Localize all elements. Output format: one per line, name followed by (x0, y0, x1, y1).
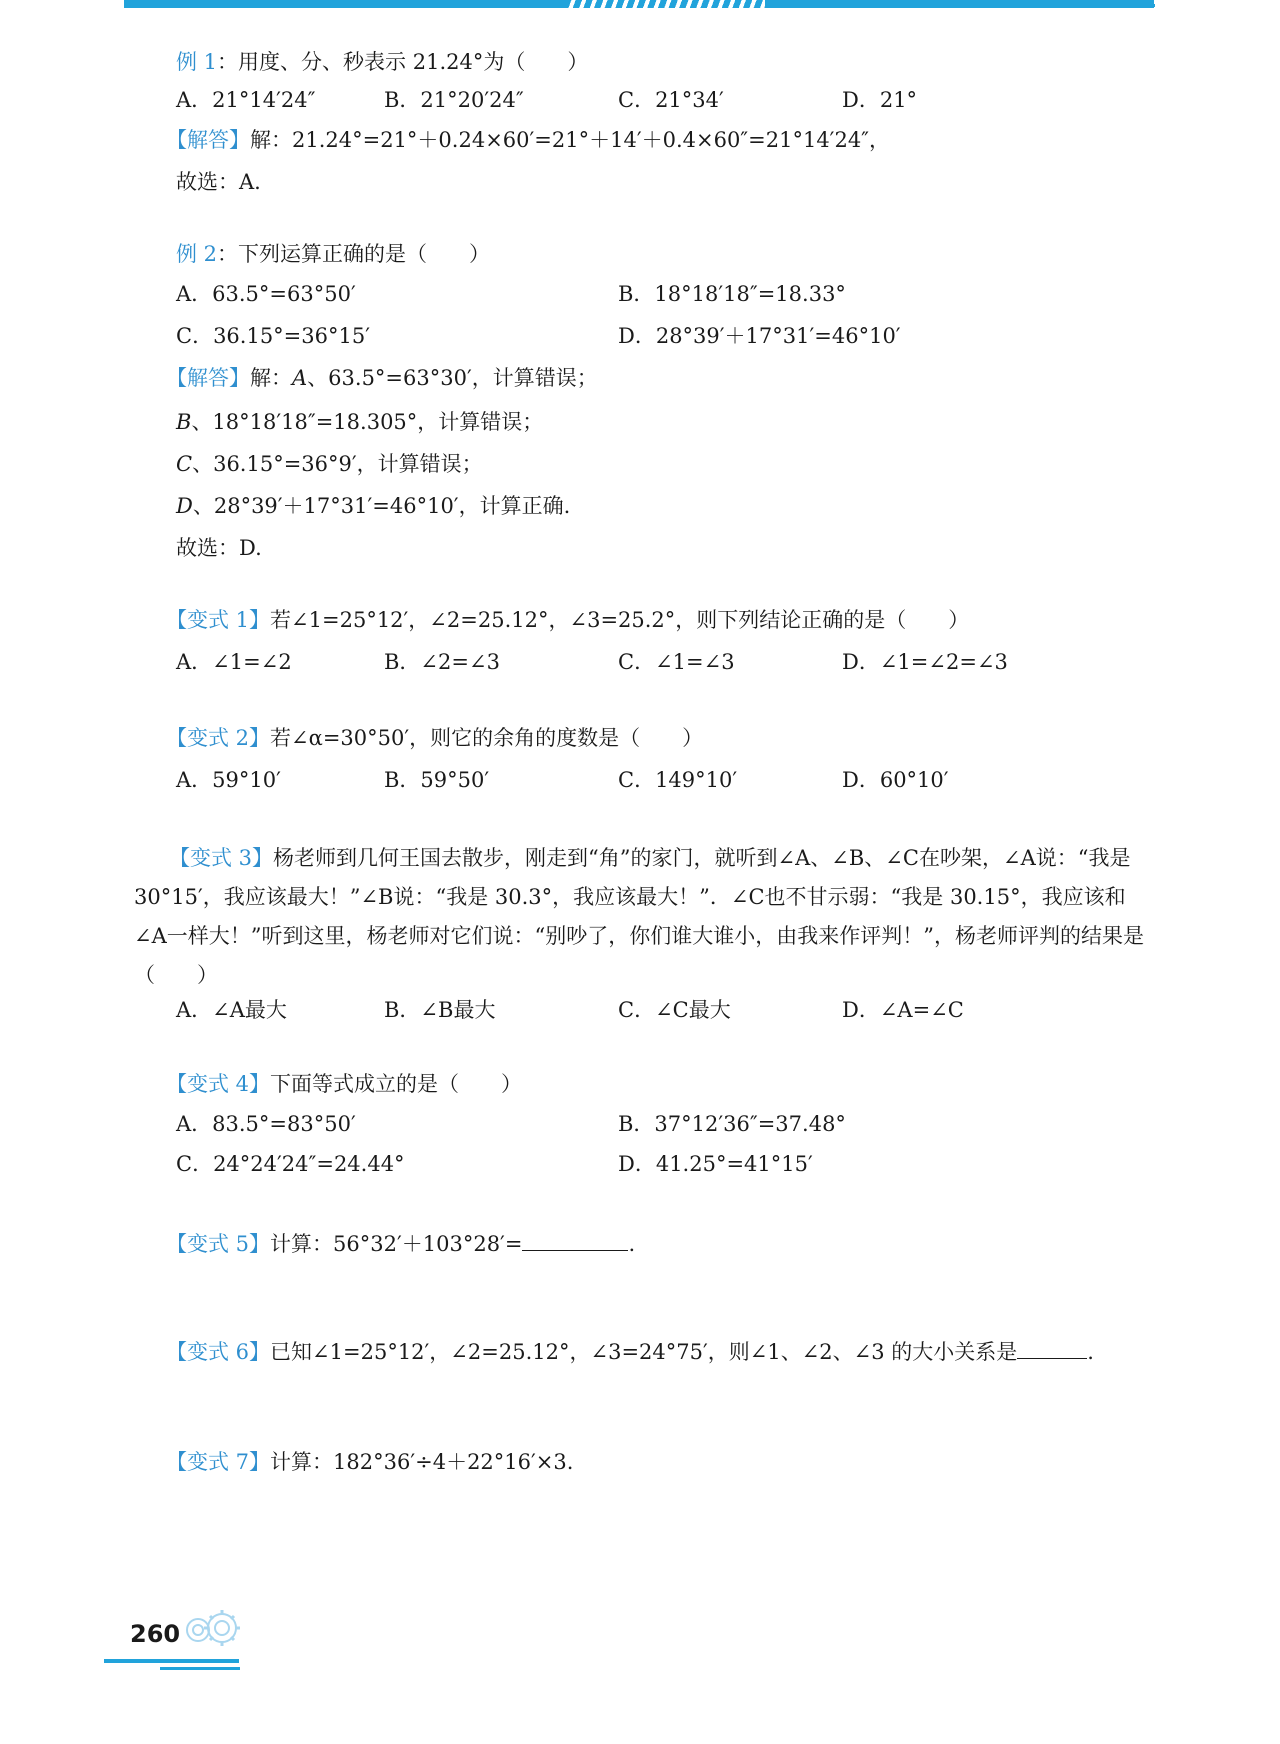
example-1-tag: 例 1 (176, 50, 218, 74)
solution-letter: D (176, 494, 193, 518)
variant-2-option-a: A．59°10′ (176, 768, 281, 792)
variant-3-option-b: B．∠B最大 (384, 998, 496, 1022)
variant-7-tag: 【变式 7】 (166, 1450, 271, 1474)
example-2-solution-c (176, 450, 483, 478)
gear-icon (180, 1608, 244, 1648)
example-2-option-b: B．18°18′18″=18.33° (618, 282, 846, 306)
footer-rule (104, 1659, 239, 1663)
variant-4-option-d: D．41.25°=41°15′ (618, 1152, 813, 1176)
variant-6-question (166, 1338, 1094, 1366)
variant-2-option-b: B．59°50′ (384, 768, 490, 792)
solution-letter: C (176, 452, 193, 476)
period: . (1087, 1340, 1094, 1364)
example-2-solution-b (176, 408, 543, 436)
variant-6-text: 已知∠1=25°12′，∠2=25.12°，∠3=24°75′，则∠1、∠2、∠3 的大小关系是 (270, 1340, 1018, 1364)
variant-6-tag: 【变式 6】 (166, 1340, 271, 1364)
variant-2-text: 若∠α=30°50′，则它的余角的度数是（ ） (270, 726, 704, 750)
footer-rule-short (160, 1667, 240, 1670)
example-2-option-d: D．28°39′＋17°31′=46°10′ (618, 324, 901, 348)
variant-1-question (166, 606, 969, 634)
variant-5-tag: 【变式 5】 (166, 1232, 271, 1256)
solution-letter: B (176, 410, 192, 434)
solution-text: 、28°39′＋17°31′=46°10′，计算正确. (192, 494, 571, 518)
answer-tag: 【解答】 (166, 128, 250, 152)
example-1-option-d: D．21° (842, 88, 918, 112)
variant-4-option-b: B．37°12′36″=37.48° (618, 1112, 846, 1136)
variant-4-option-a: A．83.5°=83°50′ (176, 1112, 356, 1136)
variant-2-question (166, 724, 703, 752)
variant-5-question (166, 1230, 635, 1258)
example-1-option-a: A．21°14′24″ (176, 88, 316, 112)
example-2-text: ：下列运算正确的是（ ） (217, 242, 491, 266)
variant-2-option-c: C．149°10′ (618, 768, 738, 792)
variant-3-option-d: D．∠A=∠C (842, 998, 964, 1022)
variant-2-tag: 【变式 2】 (166, 726, 271, 750)
example-2-solution-a (166, 364, 598, 392)
variant-4-text: 下面等式成立的是（ ） (270, 1072, 523, 1096)
example-2-tag: 例 2 (176, 242, 218, 266)
example-2-option-c: C．36.15°=36°15′ (176, 324, 370, 348)
variant-3-option-a: A．∠A最大 (176, 998, 287, 1022)
solution-text: 、36.15°=36°9′，计算错误； (192, 452, 483, 476)
page-number: 260 (130, 1620, 181, 1648)
solution-text: 、18°18′18″=18.305°，计算错误； (191, 410, 544, 434)
example-2-pick: 故选：D. (176, 536, 262, 560)
variant-3-text: 杨老师到几何王国去散步，刚走到“角”的家门，就听到∠A、∠B、∠C在吵架，∠A说：“我是 30°15′，我应该最大！”∠B说：“我是 30.3°，我应该最大！”．∠C也不甘示弱：“我是 30.15°，我应该和∠A一样大！”听到这里，杨老师对它们说：“别吵了，你们谁大谁小，由我来作评判！”，杨老师评判的结果是（ ） (134, 846, 1144, 987)
variant-7-question (166, 1448, 573, 1476)
variant-1-option-d: D．∠1=∠2=∠3 (842, 650, 1008, 674)
variant-3-tag: 【变式 3】 (169, 846, 274, 870)
example-2-solution-d (176, 492, 570, 520)
variant-7-text: 计算：182°36′÷4＋22°16′×3. (270, 1450, 574, 1474)
header-stripes (565, 0, 765, 8)
variant-4-question (166, 1070, 522, 1098)
variant-1-text: 若∠1=25°12′，∠2=25.12°，∠3=25.2°，则下列结论正确的是（ ） (270, 608, 970, 632)
variant-3-question (134, 839, 1154, 995)
answer-blank[interactable] (522, 1230, 628, 1251)
example-1-solution (166, 126, 890, 154)
variant-1-option-b: B．∠2=∠3 (384, 650, 500, 674)
answer-tag: 【解答】 (166, 366, 250, 390)
solution-text: 解：21.24°=21°＋0.24×60′=21°＋14′＋0.4×60″=21°14′24″， (250, 128, 891, 152)
example-1-pick: 故选：A. (176, 170, 261, 194)
example-1-option-c: C．21°34′ (618, 88, 724, 112)
example-2-question (176, 240, 490, 268)
example-1-text: ：用度、分、秒表示 21.24°为（ ） (217, 50, 589, 74)
example-1-option-b: B．21°20′24″ (384, 88, 524, 112)
variant-2-option-d: D．60°10′ (842, 768, 949, 792)
variant-3-option-c: C．∠C最大 (618, 998, 731, 1022)
solution-text: 、63.5°=63°30′，计算错误； (307, 366, 598, 390)
example-2-option-a: A．63.5°=63°50′ (176, 282, 356, 306)
solution-prefix: 解： (250, 366, 292, 390)
header-thin-bar (765, 4, 1155, 7)
example-1-question (176, 48, 588, 76)
variant-1-tag: 【变式 1】 (166, 608, 271, 632)
variant-1-option-a: A．∠1=∠2 (176, 650, 292, 674)
variant-5-text: 计算：56°32′＋103°28′= (270, 1232, 523, 1256)
period: . (628, 1232, 636, 1256)
variant-1-option-c: C．∠1=∠3 (618, 650, 735, 674)
solution-letter: A (292, 366, 308, 390)
variant-4-option-c: C．24°24′24″=24.44° (176, 1152, 405, 1176)
answer-blank[interactable] (1017, 1338, 1087, 1359)
variant-4-tag: 【变式 4】 (166, 1072, 271, 1096)
